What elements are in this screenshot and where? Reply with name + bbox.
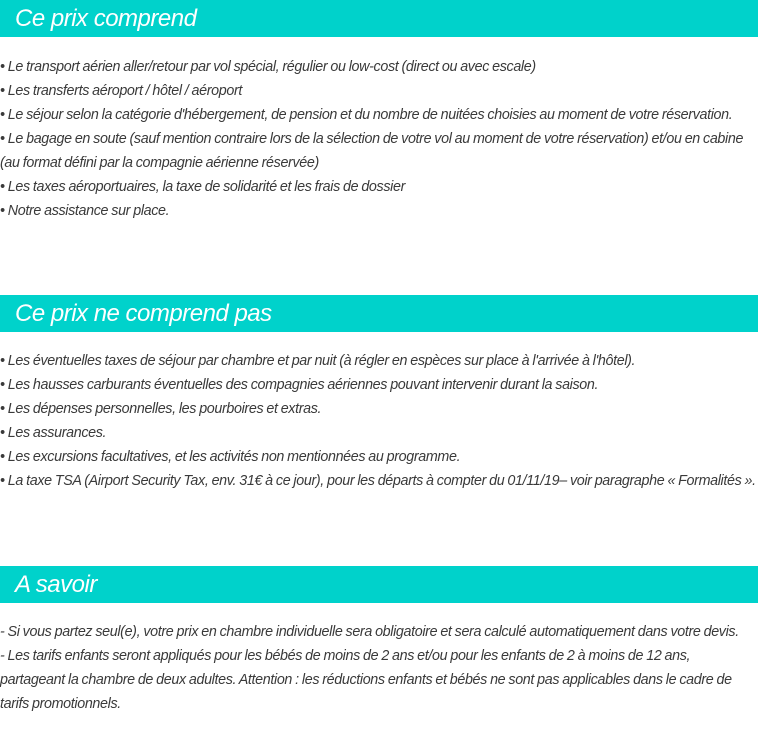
list-item: • Les éventuelles taxes de séjour par chambre et par nuit (à régler en espèces sur place à l'arrivée à l'hôtel). (0, 353, 636, 369)
list-item: • Les excursions facultatives, et les activités non mentionnées au programme. (0, 449, 461, 465)
list-item: - Les tarifs enfants seront appliqués pour les bébés de moins de 2 ans et/ou pour les enfants de 2 à moins de 12 ans, partageant la chambre de deux adultes. Attention : les réductions enfants et bébés ne sont pas applicables dans le cadre de tarifs promotionnels. (0, 648, 732, 712)
list-item: • Les transferts aéroport / hôtel / aéroport (0, 83, 242, 99)
section-excludes (0, 295, 758, 493)
section-body (0, 55, 758, 223)
list-item: • Le bagage en soute (sauf mention contraire lors de la sélection de votre vol au moment de votre réservation) et/ou en cabine (au format défini par la compagnie aérienne réservée) (0, 131, 744, 171)
section-includes (0, 0, 758, 223)
list-item: • Le transport aérien aller/retour par vol spécial, régulier ou low-cost (direct ou avec escale) (0, 59, 536, 75)
list-item: • Les taxes aéroportuaires, la taxe de solidarité et les frais de dossier (0, 179, 405, 195)
section-title: Ce prix comprend (0, 0, 758, 37)
list-item: • Les hausses carburants éventuelles des compagnies aériennes pouvant intervenir durant la saison. (0, 377, 599, 393)
list-item: • Le séjour selon la catégorie d'hébergement, de pension et du nombre de nuitées choisies au moment de votre réservation. (0, 107, 733, 123)
list-item: - Si vous partez seul(e), votre prix en chambre individuelle sera obligatoire et sera calculé automatiquement dans votre devis. (0, 624, 739, 640)
section-title: Ce prix ne comprend pas (0, 295, 758, 332)
section-good-to-know (0, 566, 758, 716)
list-item: • Les dépenses personnelles, les pourboires et extras. (0, 401, 322, 417)
list-item: • Les assurances. (0, 425, 107, 441)
section-body (0, 349, 758, 493)
list-item: • Notre assistance sur place. (0, 203, 170, 219)
list-item: • La taxe TSA (Airport Security Tax, env. 31€ à ce jour), pour les départs à compter du 01/11/19– voir paragraphe « Formalités ». (0, 473, 756, 489)
section-body (0, 620, 758, 716)
section-title: A savoir (0, 566, 758, 603)
